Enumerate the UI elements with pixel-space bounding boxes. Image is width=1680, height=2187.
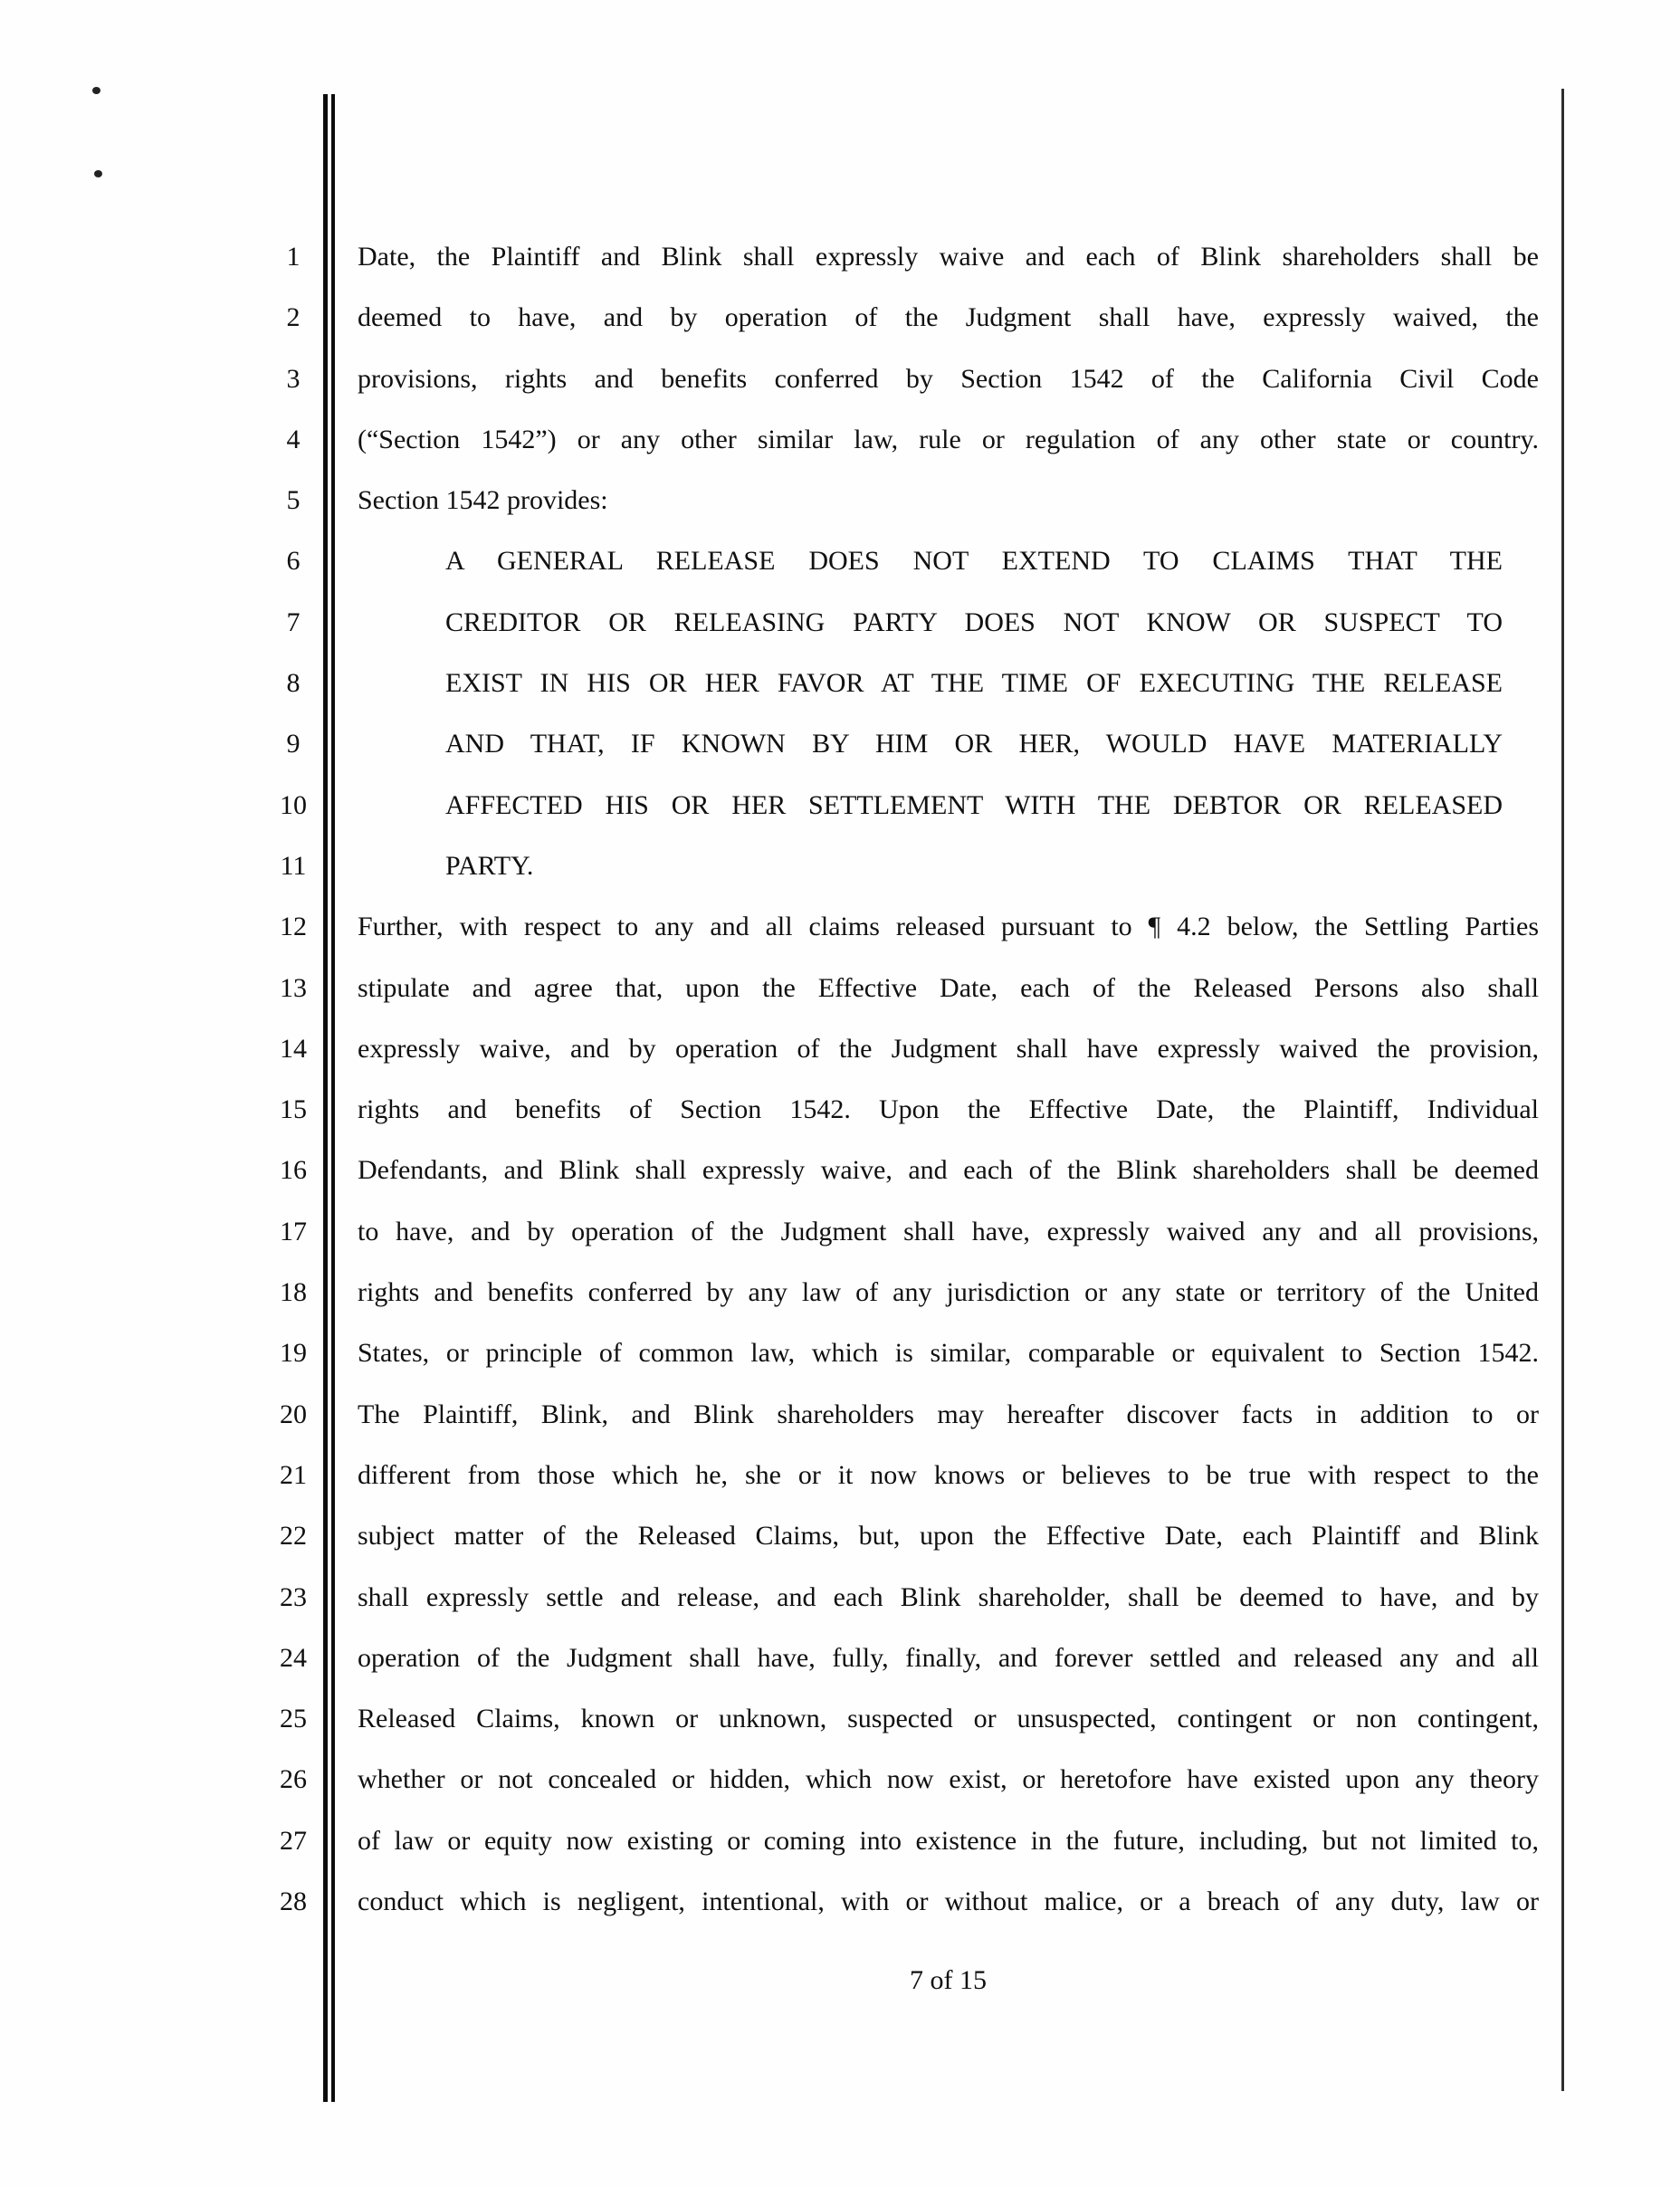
document-line [0, 1871, 1680, 1932]
line-number: 5 [286, 485, 301, 516]
line-number: 4 [286, 424, 301, 454]
line-number: 13 [280, 972, 307, 1003]
line-number: 22 [280, 1521, 307, 1552]
line-number: 12 [280, 912, 307, 942]
body-text: The Plaintiff, Blink, and Blink shareholders may hereafter discover facts in addition to or [358, 1399, 1539, 1429]
line-number: 2 [286, 302, 301, 333]
line-number: 18 [280, 1277, 307, 1308]
document-line [0, 958, 1680, 1018]
body-text: stipulate and agree that, upon the Effective Date, each of the Released Persons also shall [358, 972, 1539, 1003]
document-line [0, 470, 1680, 530]
line-number: 7 [286, 606, 301, 637]
quoted-statute-text: AND THAT, IF KNOWN BY HIM OR HER, WOULD HAVE MATERIALLY [445, 729, 1503, 759]
line-number: 1 [286, 242, 301, 272]
document-line [0, 1810, 1680, 1871]
body-text: Date, the Plaintiff and Blink shall expressly waive and each of Blink shareholders shall be [358, 242, 1539, 272]
document-line [0, 287, 1680, 348]
line-number: 23 [280, 1581, 307, 1612]
quoted-statute-text: A GENERAL RELEASE DOES NOT EXTEND TO CLAIMS THAT THE [445, 546, 1503, 577]
document-line [0, 349, 1680, 409]
body-text: (“Section 1542”) or any other similar law, rule or regulation of any other state or country. [358, 424, 1539, 454]
line-number: 27 [280, 1825, 307, 1856]
body-text: deemed to have, and by operation of the Judgment shall have, expressly waived, the [358, 302, 1539, 333]
body-text: rights and benefits of Section 1542. Upon the Effective Date, the Plaintiff, Individual [358, 1094, 1539, 1125]
line-number: 6 [286, 546, 301, 577]
document-line [0, 836, 1680, 896]
document-line [0, 775, 1680, 836]
document-line [0, 1323, 1680, 1383]
scan-speck-dot [92, 87, 100, 94]
line-number: 19 [280, 1338, 307, 1369]
document-line [0, 226, 1680, 287]
body-text: different from those which he, she or it now knows or believes to be true with respect to the [358, 1459, 1539, 1490]
body-text: whether or not concealed or hidden, which now exist, or heretofore have existed upon any theory [358, 1764, 1539, 1795]
body-text: shall expressly settle and release, and each Blink shareholder, shall be deemed to have, and by [358, 1581, 1539, 1612]
document-line [0, 653, 1680, 713]
body-text: Defendants, and Blink shall expressly waive, and each of the Blink shareholders shall be deemed [358, 1155, 1539, 1186]
page-number: 7 of 15 [910, 1965, 987, 1995]
line-number: 8 [286, 668, 301, 699]
line-number: 20 [280, 1399, 307, 1429]
document-line [0, 1384, 1680, 1445]
line-number: 16 [280, 1155, 307, 1186]
line-number: 25 [280, 1704, 307, 1734]
body-text: provisions, rights and benefits conferred by Section 1542 of the California Civil Code [358, 363, 1539, 394]
document-line [0, 1628, 1680, 1688]
document-line [0, 1079, 1680, 1140]
body-text: to have, and by operation of the Judgment shall have, expressly waived any and all provisions, [358, 1216, 1539, 1246]
body-text: rights and benefits conferred by any law of any jurisdiction or any state or territory of the United [358, 1277, 1539, 1308]
document-line [0, 530, 1680, 591]
line-number: 10 [280, 789, 307, 820]
document-line [0, 1505, 1680, 1566]
document-line [0, 1749, 1680, 1810]
line-number: 15 [280, 1094, 307, 1125]
line-number: 3 [286, 363, 301, 394]
document-line [0, 713, 1680, 774]
quoted-statute-text: PARTY. [445, 850, 534, 881]
document-body [0, 226, 1680, 1932]
document-line [0, 1445, 1680, 1505]
document-line [0, 1262, 1680, 1323]
quoted-statute-text: EXIST IN HIS OR HER FAVOR AT THE TIME OF EXECUTING THE RELEASE [445, 668, 1503, 699]
body-text: operation of the Judgment shall have, fully, finally, and forever settled and released any and all [358, 1642, 1539, 1673]
document-line [0, 1688, 1680, 1749]
line-number: 28 [280, 1886, 307, 1917]
document-line [0, 1201, 1680, 1262]
line-number: 11 [280, 850, 307, 881]
document-line [0, 1018, 1680, 1079]
document-line [0, 1567, 1680, 1628]
body-text: subject matter of the Released Claims, but, upon the Effective Date, each Plaintiff and Blink [358, 1521, 1539, 1552]
quoted-statute-text: AFFECTED HIS OR HER SETTLEMENT WITH THE DEBTOR OR RELEASED [445, 789, 1503, 820]
body-text: expressly waive, and by operation of the Judgment shall have expressly waived the provision, [358, 1033, 1539, 1064]
document-line [0, 409, 1680, 470]
line-number: 9 [286, 729, 301, 759]
document-line [0, 896, 1680, 957]
body-text: of law or equity now existing or coming into existence in the future, including, but not limited to, [358, 1825, 1539, 1856]
line-number: 21 [280, 1459, 307, 1490]
body-text: Further, with respect to any and all claims released pursuant to ¶ 4.2 below, the Settling Parties [358, 912, 1539, 942]
line-number: 24 [280, 1642, 307, 1673]
line-number: 26 [280, 1764, 307, 1795]
body-text: conduct which is negligent, intentional, with or without malice, or a breach of any duty, law or [358, 1886, 1539, 1917]
scan-speck-dot [94, 170, 102, 177]
document-line [0, 592, 1680, 653]
line-number: 14 [280, 1033, 307, 1064]
body-text: Released Claims, known or unknown, suspected or unsuspected, contingent or non contingent, [358, 1704, 1539, 1734]
line-number: 17 [280, 1216, 307, 1246]
document-line [0, 1140, 1680, 1200]
body-text: Section 1542 provides: [358, 485, 608, 516]
quoted-statute-text: CREDITOR OR RELEASING PARTY DOES NOT KNOW OR SUSPECT TO [445, 606, 1503, 637]
body-text: States, or principle of common law, which is similar, comparable or equivalent to Section 1542. [358, 1338, 1539, 1369]
